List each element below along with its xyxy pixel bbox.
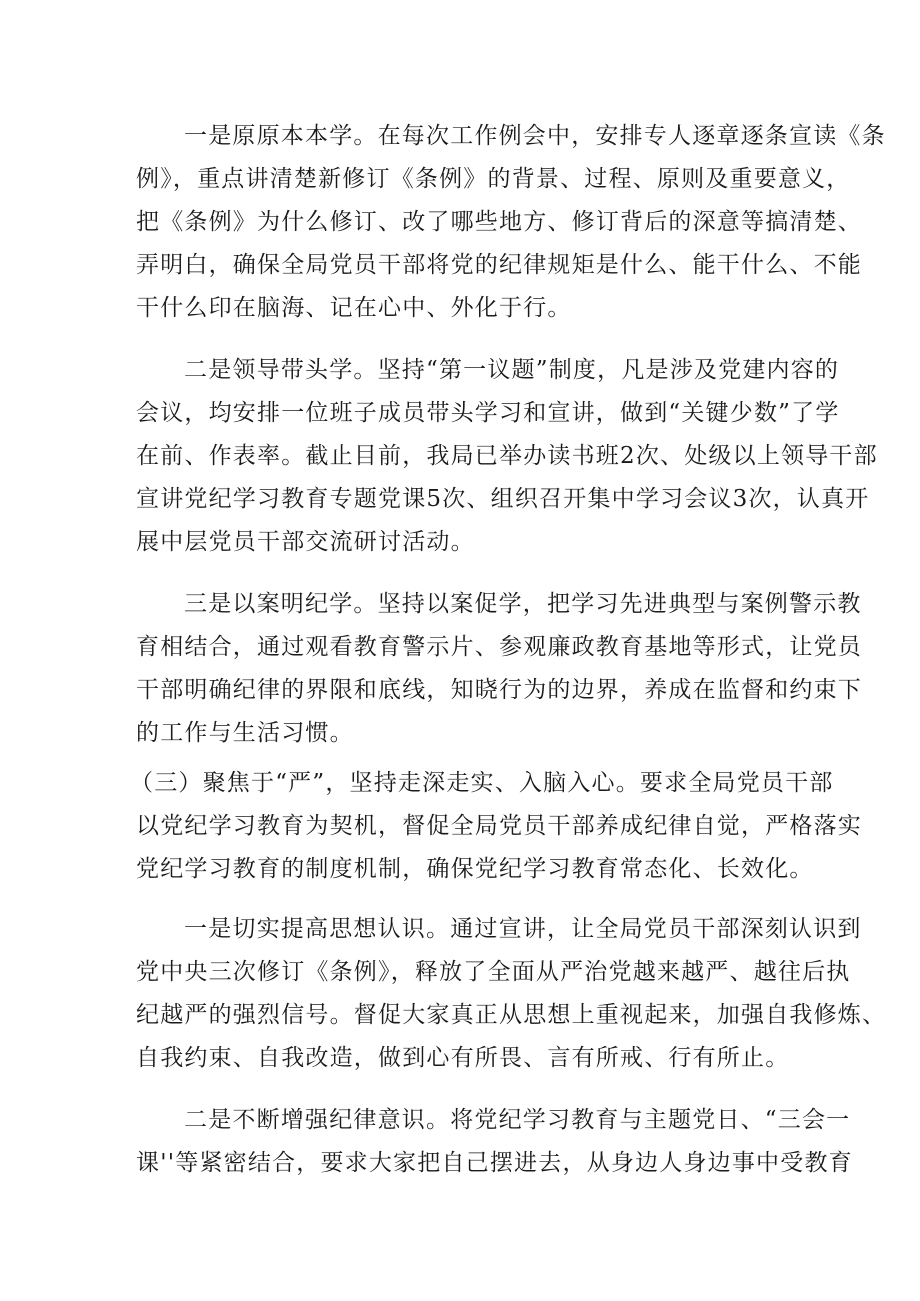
text-line: 纪越严的强烈信号。督促大家真正从思想上重视起来，加强自我修炼、 bbox=[136, 1002, 887, 1028]
text-line: 干什么印在脑海、记在心中、外化于行。 bbox=[136, 295, 572, 321]
text-line: 干部明确纪律的界限和底线，知晓行为的边界，养成在监督和约束下 bbox=[136, 677, 862, 703]
text-line: 弄明白，确保全局党员干部将党的纪律规矩是什么、能干什么、不能 bbox=[136, 252, 862, 278]
text-line: 会议，均安排一位班子成员带头学习和宣讲，做到“关键少数”了学 bbox=[136, 400, 840, 426]
text-line: 二是领导带头学。坚持“第一议题”制度，凡是涉及党建内容的 bbox=[184, 357, 840, 383]
text-line: 展中层党员干部交流研讨活动。 bbox=[136, 529, 475, 555]
text-line: 一是切实提高思想认识。通过宣讲，让全局党员干部深刻认识到 bbox=[184, 916, 862, 942]
text-line: 的工作与生活习惯。 bbox=[136, 720, 354, 746]
text-line: 以党纪学习教育为契机，督促全局党员干部养成纪律自觉，严格落实 bbox=[136, 813, 862, 839]
text-line: 例》，重点讲清楚新修订《条例》的背景、过程、原则及重要意义， bbox=[136, 166, 851, 192]
text-line: 一是原原本本学。在每次工作例会中，安排专人逐章逐条宣读《条 bbox=[184, 123, 886, 149]
text-line: 党中央三次修订《条例》，释放了全面从严治党越来越严、越往后执 bbox=[136, 959, 851, 985]
section-heading-line: （三）聚焦于“严”，坚持走深走实、入脑入心。要求全局党员干部 bbox=[130, 770, 834, 796]
text-line: 在前、作表率。截止目前，我局已举办读书班2次、处级以上领导干部 bbox=[136, 443, 878, 469]
text-line: 二是不断增强纪律意识。将党纪学习教育与主题党日、“三会一 bbox=[184, 1107, 851, 1133]
text-line: 宣讲党纪学习教育专题党课5次、组织召开集中学习会议3次，认真开 bbox=[136, 486, 870, 512]
text-line: 党纪学习教育的制度机制，确保党纪学习教育常态化、长效化。 bbox=[136, 856, 814, 882]
text-line: 把《条例》为什么修订、改了哪些地方、修订背后的深意等搞清楚、 bbox=[136, 209, 862, 235]
text-line: 自我约束、自我改造，做到心有所畏、言有所戒、行有所止。 bbox=[136, 1045, 790, 1071]
text-line: 课''等紧密结合，要求大家把自己摆进去，从身边人身边事中受教育 bbox=[136, 1150, 853, 1176]
text-line: 育相结合，通过观看教育警示片、参观廉政教育基地等形式，让党员 bbox=[136, 634, 862, 660]
text-line: 三是以案明纪学。坚持以案促学，把学习先进典型与案例警示教 bbox=[184, 591, 862, 617]
